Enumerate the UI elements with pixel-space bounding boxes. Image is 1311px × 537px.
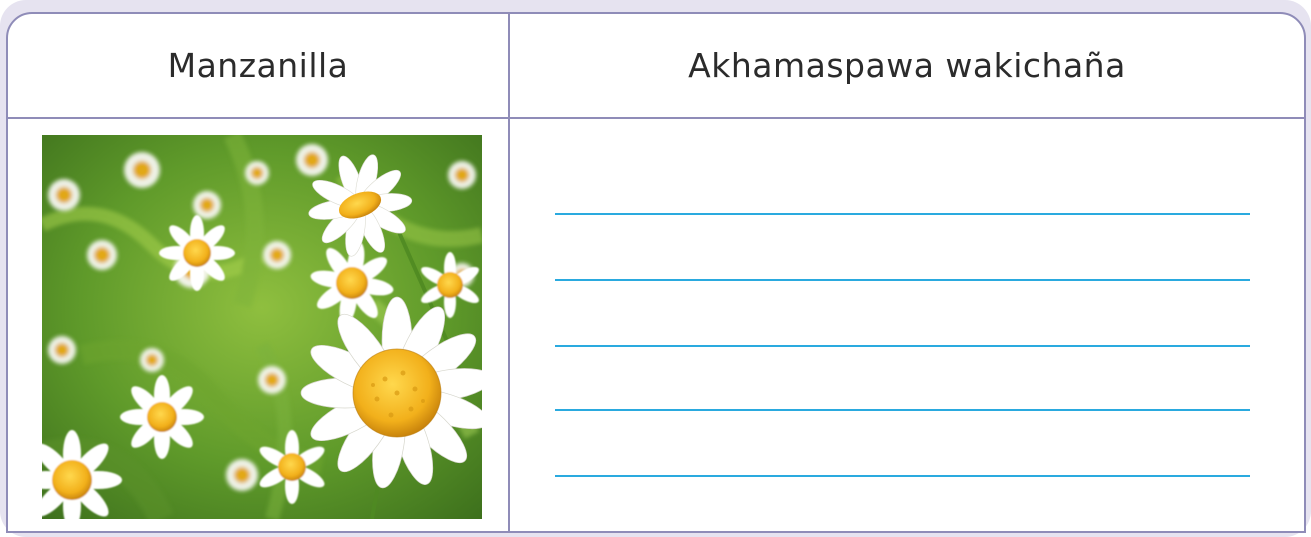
worksheet-table [6, 12, 1306, 533]
writing-line-5[interactable] [555, 475, 1250, 477]
chamomile-photo [42, 135, 482, 519]
writing-line-1[interactable] [555, 213, 1250, 215]
writing-line-4[interactable] [555, 409, 1250, 411]
header-preparation-method: Akhamaspawa wakichaña [688, 46, 1126, 85]
writing-line-3[interactable] [555, 345, 1250, 347]
header-plant-name: Manzanilla [167, 46, 349, 85]
row-divider [8, 117, 1304, 119]
writing-line-2[interactable] [555, 279, 1250, 281]
column-divider [508, 14, 510, 531]
